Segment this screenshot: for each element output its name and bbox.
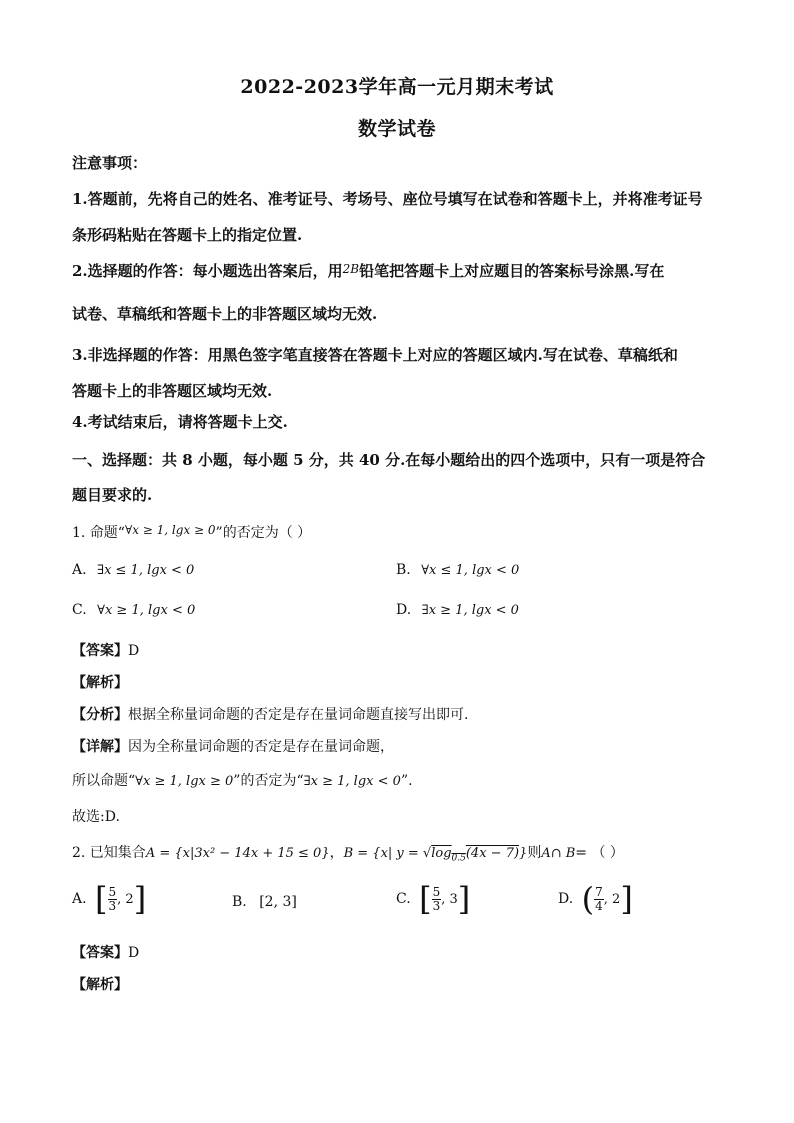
q2-expr: A∩ B	[541, 846, 576, 861]
note-2-line-b: 试卷、草稿纸和答题卡上的非答题区域均无效.	[72, 305, 378, 323]
q1-option-d-label: D.	[396, 602, 412, 618]
note-3-line-a: 3.非选择题的作答：用黑色签字笔直接答在答题卡上对应的答题区域内.写在试卷、草稿纸和	[72, 346, 678, 364]
q2-stem-pre: 2. 已知集合	[72, 845, 146, 861]
note-1-line-b: 条形码粘贴在答题卡上的指定位置.	[72, 226, 303, 244]
q2-answer-value: D	[128, 945, 140, 961]
q1-fenxi	[72, 704, 732, 724]
q2-set-a: A = {x|3x² − 14x + 15 ≤ 0}	[145, 846, 330, 861]
q2-answer	[72, 942, 732, 962]
q1-xiangjie	[72, 736, 732, 756]
q2-answer-tag: 【答案】	[72, 945, 128, 961]
q2-stem: 2. 已知集合A = {x|3x² − 14x + 15 ≤ 0}，B = {x| $y = √\log_{0.5}(4x - 7)$}则A∩ B= （ ）	[72, 845, 624, 864]
q1-answer	[72, 640, 732, 660]
q1-answer-value: D	[128, 643, 140, 659]
q1-stem-post: ”的否定为（ ）	[215, 525, 312, 541]
q1-answer-tag: 【答案】	[72, 643, 128, 659]
q1-option-b-text: ∀x ≤ 1, lgx < 0	[421, 563, 520, 578]
q1-conclusion-math-2: ∃x ≥ 1, lgx < 0	[303, 774, 401, 789]
exam-subtitle: 数学试卷	[357, 118, 436, 140]
exam-title: 2022-2023学年高一元月期末考试	[240, 76, 554, 98]
section-1-line-a: 一、选择题：共 8 小题，每小题 5 分，共 40 分.在每小题给出的四个选项中，只有一项是符合	[72, 451, 706, 469]
note-1-line-a: 1.答题前，先将自己的姓名、准考证号、考场号、座位号填写在试卷和答题卡上，并将准考证号	[72, 190, 703, 208]
notes-heading: 注意事项：	[72, 154, 148, 172]
q1-option-c-label: C.	[72, 602, 87, 618]
q1-option-c	[72, 602, 195, 618]
section-1-line-b: 题目要求的.	[72, 486, 153, 504]
q1-option-c-text: ∀x ≥ 1, lgx < 0	[97, 603, 196, 618]
q1-option-b-label: B.	[396, 562, 411, 578]
q1-fenxi-text: 根据全称量词命题的否定是存在量词命题直接写出即可.	[128, 707, 469, 723]
note-2-pre: 2.选择题的作答：每小题选出答案后，用	[72, 262, 343, 280]
q1-xiangjie-text: 因为全称量词命题的否定是存在量词命题，	[128, 739, 394, 755]
q1-fenxi-tag: 【分析】	[72, 707, 128, 723]
q1-option-b	[396, 562, 519, 578]
q1-option-a-text: ∃x ≤ 1, lgx < 0	[97, 563, 195, 578]
q2-option-b: B. [2, 3]	[232, 894, 297, 910]
q1-choose: 故选:D.	[72, 809, 120, 825]
q2-set-b: B = {x| $y = √\log_{0.5}(4x - 7)$}	[343, 846, 528, 864]
note-2-line-a	[72, 260, 732, 281]
q2-option-d: D. ( $\frac{7}{4}$ , 2]	[558, 880, 633, 918]
q1-xiangjie-tag: 【详解】	[72, 739, 128, 755]
q1-option-d-text: ∃x ≥ 1, lgx < 0	[421, 603, 519, 618]
q1-option-d	[396, 602, 519, 618]
note-3-line-b: 答题卡上的非答题区域均无效.	[72, 382, 273, 400]
q1-stem-pre: 1. 命题“	[72, 525, 125, 541]
q2-analysis-tag: 【解析】	[72, 977, 128, 993]
q2-option-c: C. [ $\frac{5}{3}$ , 3]	[396, 880, 471, 918]
note-4: 4.考试结束后，请将答题卡上交.	[72, 413, 288, 431]
note-2-math: 2B	[342, 262, 360, 276]
q1-conclusion: 所以命题“∀x ≥ 1, lgx ≥ 0”的否定为“∃x ≥ 1, lgx < 0”.	[72, 773, 413, 789]
q1-analysis-tag: 【解析】	[72, 675, 128, 691]
q1-stem	[72, 522, 732, 542]
note-2-post: 铅笔把答题卡上对应题目的答案标号涂黑.写在	[359, 262, 665, 280]
q1-option-a-label: A.	[72, 562, 87, 578]
q1-stem-math: ∀x ≥ 1, lgx ≥ 0	[124, 523, 216, 537]
q1-option-a	[72, 562, 194, 578]
q2-option-a: A. [ $\frac{5}{3}$ , 2]	[72, 880, 147, 918]
q1-conclusion-math-1: ∀x ≥ 1, lgx ≥ 0	[135, 774, 234, 789]
